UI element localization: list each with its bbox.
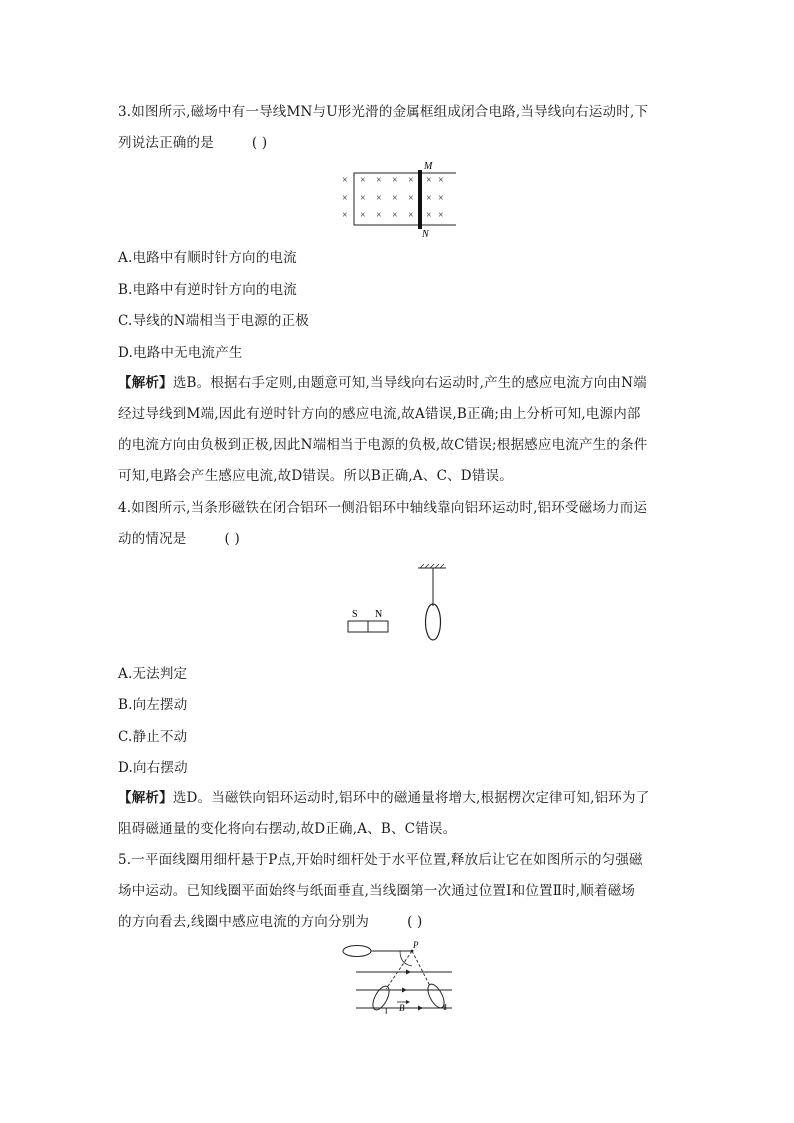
- cross: ×: [426, 175, 432, 186]
- cross: ×: [426, 210, 432, 221]
- cross: ×: [438, 175, 444, 186]
- cross: ×: [360, 175, 366, 186]
- hatch-mark: [440, 564, 444, 568]
- cross: ×: [342, 210, 348, 221]
- cross: ×: [376, 210, 382, 221]
- cross: ×: [408, 175, 414, 186]
- q4-stem-line2: [118, 530, 240, 548]
- q5-answer-bracket: ( ): [407, 914, 423, 930]
- q4-option-d: D.向右摆动: [118, 760, 188, 776]
- cross: ×: [408, 193, 414, 204]
- hatch-mark: [425, 564, 429, 568]
- q5-stem-line1: 5.一平面线圈用细杆悬于P点,开始时细杆处于水平位置,释放后让它在如图所示的匀强磁: [118, 852, 643, 868]
- q3-analysis-line3: 的电流方向由负极到正极,因此N端相当于电源的负极,故C错误;根据感应电流产生的条件: [118, 437, 648, 453]
- q4-analysis-text: 选D。当磁铁向铝环运动时,铝环中的磁通量将增大,根据楞次定律可知,铝环为了: [172, 790, 650, 806]
- q4-analysis-tag: 【解析】: [118, 790, 173, 806]
- q3-analysis-line2: 经过导线到M端,因此有逆时针方向的感应电流,故A错误,B正确;由上分析可知,电源内部: [118, 406, 641, 422]
- label-position-2: Ⅱ: [443, 1003, 447, 1012]
- label-s: S: [352, 609, 358, 620]
- cross: ×: [342, 193, 348, 204]
- field-arrow: [402, 988, 407, 993]
- field-arrow: [406, 970, 411, 975]
- q4-option-b: B.向左摆动: [118, 697, 188, 713]
- ceiling-hatching: [420, 564, 444, 568]
- cross: ×: [438, 210, 444, 221]
- q3-answer-bracket: ( ): [251, 135, 268, 151]
- coil-initial: [343, 946, 371, 957]
- hatch-mark: [435, 564, 439, 568]
- magnetic-field-crosses: [342, 175, 444, 221]
- hatch-mark: [420, 564, 424, 568]
- label-position-1: Ⅰ: [385, 1007, 388, 1016]
- q4-answer-bracket: ( ): [224, 531, 240, 547]
- cross: ×: [376, 193, 382, 204]
- q3-option-a: A.电路中有顺时针方向的电流: [118, 250, 297, 266]
- cross: ×: [426, 193, 432, 204]
- q4-stem-line1: 4.如图所示,当条形磁铁在闭合铝环一侧沿铝环中轴线靠向铝环运动时,铝环受磁场力而运: [118, 500, 648, 516]
- q3-stem-line2: [118, 134, 267, 152]
- q3-stem-line1: 3.如图所示,磁场中有一导线MN与U形光滑的金属框组成闭合电路,当导线向右运动时,下: [118, 104, 649, 120]
- cross: ×: [342, 175, 348, 186]
- label-p: P: [413, 940, 419, 950]
- q3-analysis-tag: 【解析】: [118, 375, 173, 391]
- aluminum-ring: [426, 604, 441, 640]
- label-n: N: [375, 609, 383, 620]
- q4-option-a: A.无法判定: [118, 666, 188, 682]
- cross: ×: [438, 193, 444, 204]
- q4-stem-text: 动的情况是: [118, 531, 187, 547]
- q3-option-d: D.电路中无电流产生: [118, 345, 243, 361]
- cross: ×: [392, 193, 398, 204]
- q5-stem-line3: [118, 913, 423, 931]
- q5-figure: [340, 938, 460, 1018]
- b-arrow-head: [406, 1000, 410, 1004]
- label-m: M: [424, 161, 433, 172]
- q3-option-b: B.电路中有逆时针方向的电流: [118, 282, 298, 298]
- cross: ×: [360, 210, 366, 221]
- cross: ×: [360, 193, 366, 204]
- q4-analysis-line1: [118, 789, 649, 807]
- q3-analysis-text: 选B。根据右手定则,由题意可知,当导线向右运动时,产生的感应电流方向由N端: [172, 375, 647, 391]
- cross: ×: [392, 175, 398, 186]
- q4-analysis-line2: 阻碍磁通量的变化将向右摆动,故D正确,A、B、C错误。: [118, 821, 457, 837]
- q3-option-c: C.导线的N端相当于电源的正极: [118, 313, 309, 329]
- q3-analysis-line4: 可知,电路会产生感应电流,故D错误。所以B正确,A、C、D错误。: [118, 468, 513, 484]
- q3-analysis-line1: [118, 374, 647, 392]
- cross: ×: [376, 175, 382, 186]
- cross: ×: [408, 210, 414, 221]
- rod-position-2: [412, 951, 430, 986]
- q5-stem-text: 的方向看去,线圈中感应电流的方向分别为: [118, 914, 370, 930]
- q3-figure: [330, 160, 470, 240]
- q5-stem-line2: 场中运动。已知线圈平面始终与纸面垂直,当线圈第一次通过位置Ⅰ和位置Ⅱ时,顺着磁场: [118, 883, 636, 899]
- hatch-mark: [430, 564, 434, 568]
- label-b: B: [399, 1003, 405, 1013]
- q4-figure: [340, 564, 460, 644]
- cross: ×: [392, 210, 398, 221]
- q3-stem-text: 列说法正确的是: [118, 135, 214, 151]
- rod-position-1: [386, 951, 412, 989]
- label-n: N: [422, 229, 429, 240]
- field-arrow: [418, 1006, 423, 1011]
- q4-option-c: C.静止不动: [118, 729, 188, 745]
